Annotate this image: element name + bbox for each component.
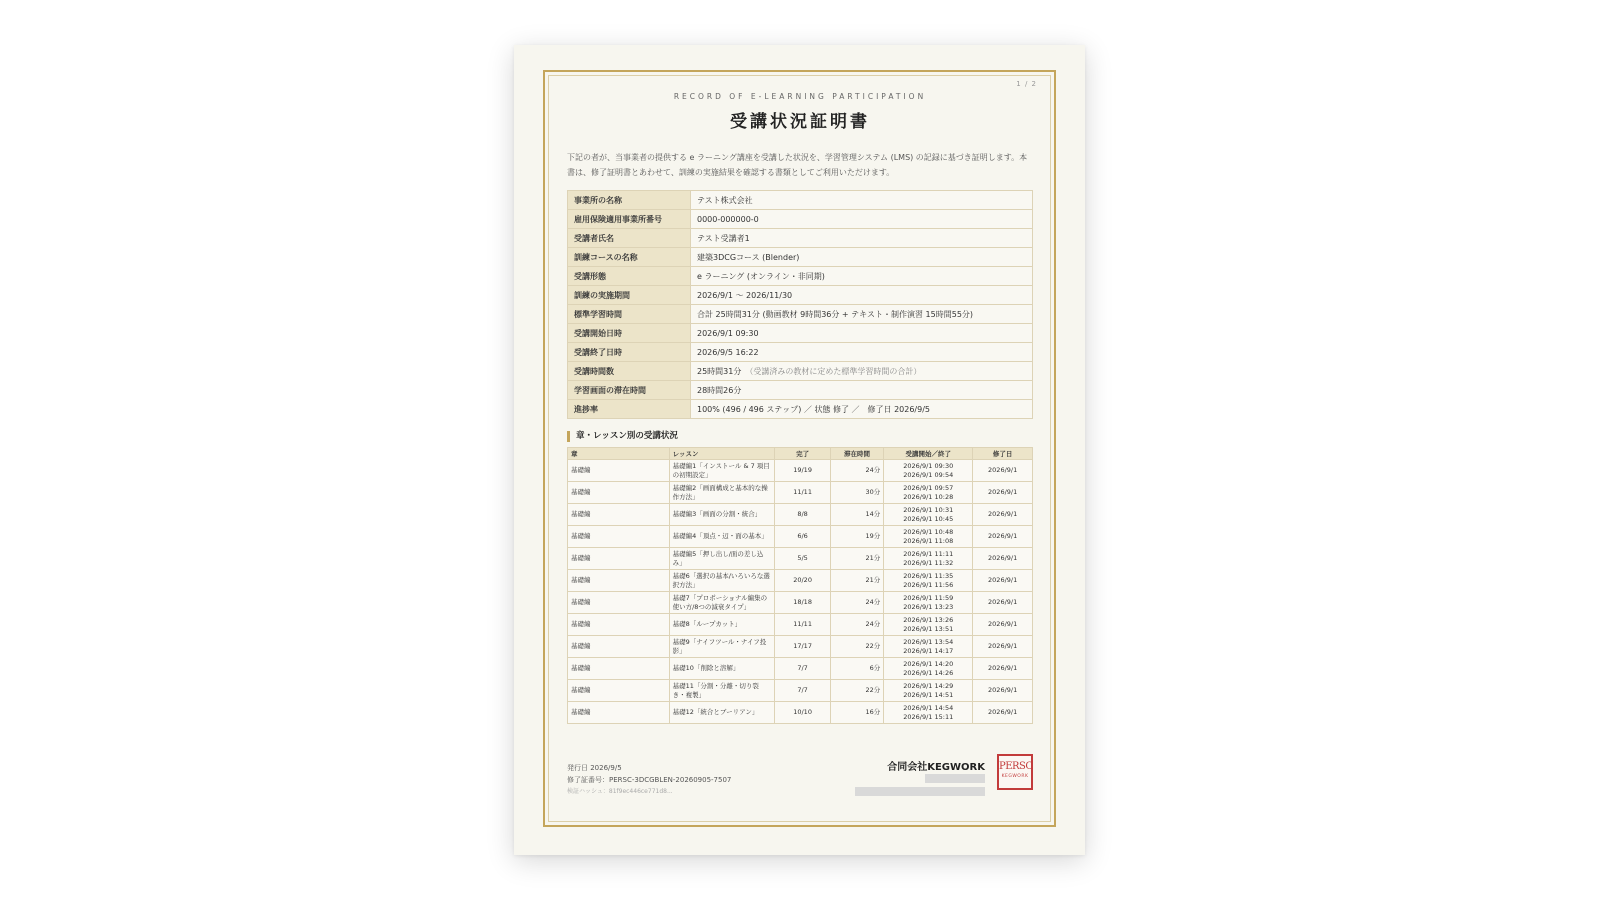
lesson-row bbox=[568, 658, 1033, 680]
lesson-end: 2026/9/1 14:26 bbox=[903, 668, 954, 677]
lesson-chapter: 基礎編 bbox=[568, 548, 670, 570]
info-value bbox=[691, 286, 1033, 305]
info-row bbox=[568, 191, 1033, 210]
info-value-text: 2026/9/1 〜 2026/11/30 bbox=[697, 290, 793, 300]
lesson-start-end bbox=[884, 658, 973, 680]
info-value bbox=[691, 229, 1033, 248]
issue-date: 発行日 2026/9/5 bbox=[567, 764, 622, 772]
info-row bbox=[568, 343, 1033, 362]
lesson-chapter: 基礎編 bbox=[568, 702, 670, 724]
lesson-chapter: 基礎編 bbox=[568, 570, 670, 592]
lesson-end: 2026/9/1 13:51 bbox=[903, 624, 954, 633]
lesson-end: 2026/9/1 11:32 bbox=[903, 558, 954, 567]
lesson-done: 18/18 bbox=[775, 592, 831, 614]
lesson-finished: 2026/9/1 bbox=[973, 504, 1033, 526]
lesson-name: 基礎編4「頂点・辺・面の基本」 bbox=[669, 526, 775, 548]
lesson-row bbox=[568, 548, 1033, 570]
lesson-row bbox=[568, 636, 1033, 658]
info-label: 受講者氏名 bbox=[568, 229, 691, 248]
document-kicker: RECORD OF E-LEARNING PARTICIPATION bbox=[673, 92, 927, 101]
lesson-start-end bbox=[884, 482, 973, 504]
lesson-done: 7/7 bbox=[775, 680, 831, 702]
info-row bbox=[568, 400, 1033, 419]
lesson-name: 基礎編3「画面の分割・統合」 bbox=[669, 504, 775, 526]
info-value bbox=[691, 191, 1033, 210]
company-seal-stamp bbox=[997, 754, 1033, 790]
lesson-done: 17/17 bbox=[775, 636, 831, 658]
info-label: 雇用保険適用事業所番号 bbox=[568, 210, 691, 229]
lesson-start-end bbox=[884, 570, 973, 592]
lesson-start-end bbox=[884, 548, 973, 570]
lesson-name: 基礎編2「画面構成と基本的な操作方法」 bbox=[669, 482, 775, 504]
lesson-done: 19/19 bbox=[775, 460, 831, 482]
info-value-text: 合計 25時間31分 (動画教材 9時間36分 + テキスト・制作演習 15時間55分) bbox=[697, 309, 974, 319]
info-label: 標準学習時間 bbox=[568, 305, 691, 324]
lesson-stay: 22分 bbox=[830, 680, 883, 702]
info-value-text: 100% (496 / 496 ステップ) ／ 状態 修了 ／ 修了日 2026/9/5 bbox=[697, 404, 931, 414]
info-label: 受講終了日時 bbox=[568, 343, 691, 362]
lesson-finished: 2026/9/1 bbox=[973, 570, 1033, 592]
info-value bbox=[691, 324, 1033, 343]
certificate-frame bbox=[543, 70, 1056, 827]
info-value-text: 建築3DCGコース (Blender) bbox=[697, 252, 800, 262]
info-label: 進捗率 bbox=[568, 400, 691, 419]
lesson-start: 2026/9/1 14:54 bbox=[903, 703, 954, 712]
lesson-start: 2026/9/1 14:29 bbox=[903, 681, 954, 690]
lesson-end: 2026/9/1 09:54 bbox=[903, 470, 954, 479]
certificate-footer bbox=[567, 762, 1033, 812]
lesson-stay: 6分 bbox=[830, 658, 883, 680]
lesson-row bbox=[568, 614, 1033, 636]
lesson-finished: 2026/9/1 bbox=[973, 548, 1033, 570]
lesson-stay: 21分 bbox=[830, 548, 883, 570]
lesson-stay: 14分 bbox=[830, 504, 883, 526]
lesson-start-end bbox=[884, 636, 973, 658]
lesson-done: 8/8 bbox=[775, 504, 831, 526]
lesson-row bbox=[568, 482, 1033, 504]
lesson-name: 基礎10「削除と溶解」 bbox=[669, 658, 775, 680]
info-label: 学習画面の滞在時間 bbox=[568, 381, 691, 400]
lesson-name: 基礎8「ループカット」 bbox=[669, 614, 775, 636]
lesson-end: 2026/9/1 10:28 bbox=[903, 492, 954, 501]
intro-paragraph: 下記の者が、当事業者の提供する e ラーニング講座を受講した状況を、学習管理システム (LMS) の記録に基づき証明します。本書は、修了証明書とあわせて、訓練の実施結果を確認する書類としてご利用いただけます。 bbox=[567, 153, 1028, 177]
page-number: 1 / 2 bbox=[1016, 80, 1037, 88]
lesson-finished: 2026/9/1 bbox=[973, 702, 1033, 724]
lesson-name: 基礎6「選択の基本/いろいろな選択方法」 bbox=[669, 570, 775, 592]
info-value-text: 2026/9/1 09:30 bbox=[697, 328, 759, 338]
info-row bbox=[568, 324, 1033, 343]
info-value bbox=[691, 400, 1033, 419]
lesson-done: 5/5 bbox=[775, 548, 831, 570]
lesson-finished: 2026/9/1 bbox=[973, 460, 1033, 482]
lesson-stay: 22分 bbox=[830, 636, 883, 658]
lesson-stay: 24分 bbox=[830, 592, 883, 614]
lesson-name: 基礎編5「押し出し/面の差し込み」 bbox=[669, 548, 775, 570]
lesson-end: 2026/9/1 14:17 bbox=[903, 646, 954, 655]
info-row bbox=[568, 286, 1033, 305]
certificate-number: 修了証番号：PERSC-3DCGBLEN-20260905-7507 bbox=[567, 776, 732, 784]
lesson-end: 2026/9/1 11:08 bbox=[903, 536, 954, 545]
info-row bbox=[568, 210, 1033, 229]
info-value bbox=[691, 248, 1033, 267]
seal-main-text: PERSC bbox=[999, 761, 1033, 772]
lesson-chapter: 基礎編 bbox=[568, 504, 670, 526]
lesson-name: 基礎12「統合とブーリアン」 bbox=[669, 702, 775, 724]
lesson-finished: 2026/9/1 bbox=[973, 614, 1033, 636]
lesson-done: 7/7 bbox=[775, 658, 831, 680]
lesson-start-end bbox=[884, 526, 973, 548]
info-row bbox=[568, 381, 1033, 400]
info-value-text: テスト株式会社 bbox=[697, 195, 753, 205]
lesson-name: 基礎9「ナイフツール・ナイフ投影」 bbox=[669, 636, 775, 658]
lesson-start: 2026/9/1 11:11 bbox=[903, 549, 954, 558]
info-value-text: 28時間26分 bbox=[697, 385, 742, 395]
info-value-text: 2026/9/5 16:22 bbox=[697, 347, 759, 357]
lesson-start-end bbox=[884, 680, 973, 702]
lesson-start-end bbox=[884, 460, 973, 482]
certificate-sheet bbox=[514, 45, 1085, 855]
lesson-start-end bbox=[884, 504, 973, 526]
lesson-finished: 2026/9/1 bbox=[973, 680, 1033, 702]
participant-info-table bbox=[567, 190, 1033, 419]
lesson-finished: 2026/9/1 bbox=[973, 482, 1033, 504]
info-label: 受講開始日時 bbox=[568, 324, 691, 343]
lesson-end: 2026/9/1 13:23 bbox=[903, 602, 954, 611]
lesson-done: 11/11 bbox=[775, 614, 831, 636]
lesson-finished: 2026/9/1 bbox=[973, 526, 1033, 548]
info-label: 訓練の実施期間 bbox=[568, 286, 691, 305]
lesson-start: 2026/9/1 09:57 bbox=[903, 483, 954, 492]
info-row bbox=[568, 362, 1033, 381]
lesson-chapter: 基礎編 bbox=[568, 526, 670, 548]
info-row bbox=[568, 248, 1033, 267]
info-row bbox=[568, 305, 1033, 324]
lesson-finished: 2026/9/1 bbox=[973, 636, 1033, 658]
lesson-chapter: 基礎編 bbox=[568, 614, 670, 636]
lesson-end: 2026/9/1 11:56 bbox=[903, 580, 954, 589]
lesson-row bbox=[568, 460, 1033, 482]
lesson-end: 2026/9/1 10:45 bbox=[903, 514, 954, 523]
lesson-chapter: 基礎編 bbox=[568, 482, 670, 504]
lesson-name: 基礎編1「インストール & 7 項目の初期設定」 bbox=[669, 460, 775, 482]
lesson-end: 2026/9/1 15:11 bbox=[903, 712, 954, 721]
lesson-row bbox=[568, 702, 1033, 724]
lesson-finished: 2026/9/1 bbox=[973, 658, 1033, 680]
redacted-contact-bar bbox=[855, 787, 985, 796]
col-finished: 修了日 bbox=[973, 448, 1033, 460]
info-value bbox=[691, 305, 1033, 324]
lesson-stay: 24分 bbox=[830, 460, 883, 482]
lesson-row bbox=[568, 592, 1033, 614]
lessons-header-row bbox=[568, 448, 1033, 460]
info-label: 受講形態 bbox=[568, 267, 691, 286]
lesson-chapter: 基礎編 bbox=[568, 592, 670, 614]
lesson-stay: 19分 bbox=[830, 526, 883, 548]
lesson-start: 2026/9/1 11:35 bbox=[903, 571, 954, 580]
lesson-done: 6/6 bbox=[775, 526, 831, 548]
lesson-done: 11/11 bbox=[775, 482, 831, 504]
lesson-start: 2026/9/1 09:30 bbox=[903, 461, 954, 470]
lesson-chapter: 基礎編 bbox=[568, 460, 670, 482]
lesson-start: 2026/9/1 14:20 bbox=[903, 659, 954, 668]
info-value-text: 25時間31分 bbox=[697, 366, 742, 376]
issue-info bbox=[567, 762, 731, 798]
info-label: 訓練コースの名称 bbox=[568, 248, 691, 267]
info-value bbox=[691, 267, 1033, 286]
info-row bbox=[568, 267, 1033, 286]
certificate-content bbox=[567, 80, 1037, 724]
lesson-chapter: 基礎編 bbox=[568, 636, 670, 658]
lesson-chapter: 基礎編 bbox=[568, 680, 670, 702]
info-value bbox=[691, 362, 1033, 381]
lessons-table bbox=[567, 447, 1033, 724]
info-value-text: e ラーニング (オンライン・非同期) bbox=[697, 271, 825, 281]
seal-sub-text: KEGWORK bbox=[1001, 774, 1029, 779]
lesson-stay: 21分 bbox=[830, 570, 883, 592]
lesson-stay: 30分 bbox=[830, 482, 883, 504]
lessons-section-title: 章・レッスン別の受講状況 bbox=[567, 431, 1033, 442]
lesson-stay: 16分 bbox=[830, 702, 883, 724]
info-value-text: テスト受講者1 bbox=[697, 233, 750, 243]
lesson-name: 基礎11「分割・分離・切り裂き・複製」 bbox=[669, 680, 775, 702]
info-value bbox=[691, 343, 1033, 362]
lesson-start: 2026/9/1 10:31 bbox=[903, 505, 954, 514]
issuer-company: 合同会社KEGWORK bbox=[887, 762, 985, 773]
col-done: 完了 bbox=[775, 448, 831, 460]
verification-hash: 検証ハッシュ：81f9ec446ce771d8... bbox=[567, 788, 673, 795]
lesson-start: 2026/9/1 13:54 bbox=[903, 637, 954, 646]
col-chapter: 章 bbox=[568, 448, 670, 460]
info-value-note: （受講済みの教材に定めた標準学習時間の合計） bbox=[745, 366, 922, 376]
lesson-start: 2026/9/1 13:26 bbox=[903, 615, 954, 624]
lesson-done: 20/20 bbox=[775, 570, 831, 592]
info-label: 受講時間数 bbox=[568, 362, 691, 381]
lesson-start-end bbox=[884, 592, 973, 614]
redacted-address-bar bbox=[925, 774, 985, 783]
col-lesson: レッスン bbox=[669, 448, 775, 460]
lesson-name: 基礎7「プロポーショナル編集の使い方/8つの減衰タイプ」 bbox=[669, 592, 775, 614]
info-value bbox=[691, 381, 1033, 400]
lesson-start: 2026/9/1 11:59 bbox=[903, 593, 954, 602]
lesson-done: 10/10 bbox=[775, 702, 831, 724]
lesson-stay: 24分 bbox=[830, 614, 883, 636]
lesson-start-end bbox=[884, 614, 973, 636]
lesson-row bbox=[568, 680, 1033, 702]
info-value bbox=[691, 210, 1033, 229]
info-row bbox=[568, 229, 1033, 248]
lesson-chapter: 基礎編 bbox=[568, 658, 670, 680]
lesson-end: 2026/9/1 14:51 bbox=[903, 690, 954, 699]
info-label: 事業所の名称 bbox=[568, 191, 691, 210]
info-value-text: 0000-000000-0 bbox=[697, 214, 759, 224]
col-start-end: 受講開始／終了 bbox=[884, 448, 973, 460]
lesson-start-end bbox=[884, 702, 973, 724]
lesson-row bbox=[568, 504, 1033, 526]
document-title: 受講状況証明書 bbox=[730, 112, 870, 132]
lesson-finished: 2026/9/1 bbox=[973, 592, 1033, 614]
lesson-start: 2026/9/1 10:48 bbox=[903, 527, 954, 536]
col-stay: 滞在時間 bbox=[830, 448, 883, 460]
lesson-row bbox=[568, 526, 1033, 548]
lesson-row bbox=[568, 570, 1033, 592]
